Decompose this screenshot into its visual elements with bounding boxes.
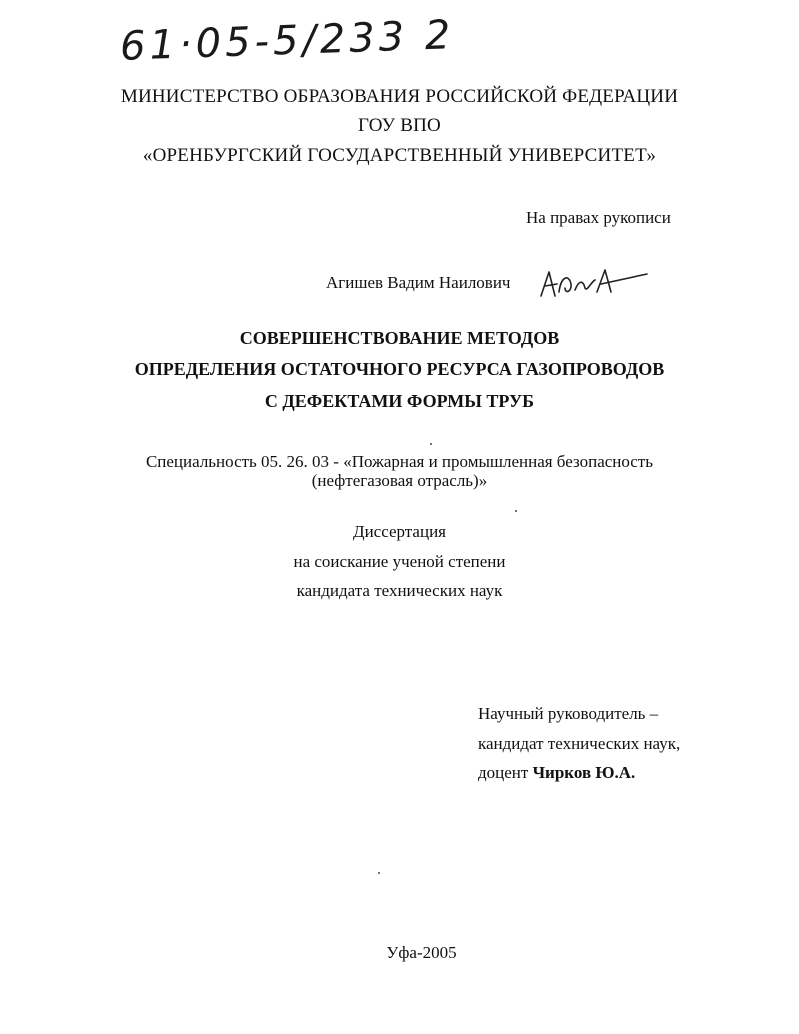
degree-line-2: кандидата технических наук — [296, 581, 503, 600]
university-name: «ОРЕНБУРГСКИЙ ГОСУДАРСТВЕННЫЙ УНИВЕРСИТЕТ» — [142, 145, 657, 166]
supervisor-line-3 — [478, 763, 635, 783]
scan-speck — [430, 443, 432, 445]
author-name: Агишев Вадим Наилович — [326, 273, 511, 292]
specialty-line-1: Специальность 05. 26. 03 - «Пожарная и промышленная безопасность — [145, 452, 654, 471]
degree-line-1: на соискание ученой степени — [293, 552, 506, 571]
handwritten-code: 61·05-5/233 2 — [119, 12, 456, 70]
supervisor-name: Чирков Ю.А. — [532, 763, 636, 782]
scan-speck — [515, 510, 517, 512]
title-line-3: С ДЕФЕКТАМИ ФОРМЫ ТРУБ — [264, 391, 535, 411]
institution-type: ГОУ ВПО — [358, 115, 441, 136]
scan-speck — [378, 872, 380, 874]
manuscript-rights: На правах рукописи — [526, 208, 671, 227]
title-line-1: СОВЕРШЕНСТВОВАНИЕ МЕТОДОВ — [239, 328, 560, 348]
place-year: Уфа-2005 — [386, 943, 457, 962]
supervisor-title: доцент — [478, 763, 533, 782]
document-type: Диссертация — [352, 522, 446, 541]
supervisor-line-1: Научный руководитель – — [478, 704, 659, 723]
supervisor-line-2: кандидат технических наук, — [478, 734, 681, 753]
ministry-heading: МИНИСТЕРСТВО ОБРАЗОВАНИЯ РОССИЙСКОЙ ФЕДЕРАЦИИ — [120, 86, 679, 107]
author-signature — [535, 262, 655, 308]
specialty-line-2: (нефтегазовая отрасль)» — [311, 471, 488, 490]
title-line-2: ОПРЕДЕЛЕНИЯ ОСТАТОЧНОГО РЕСУРСА ГАЗОПРОВОДОВ — [134, 359, 665, 379]
